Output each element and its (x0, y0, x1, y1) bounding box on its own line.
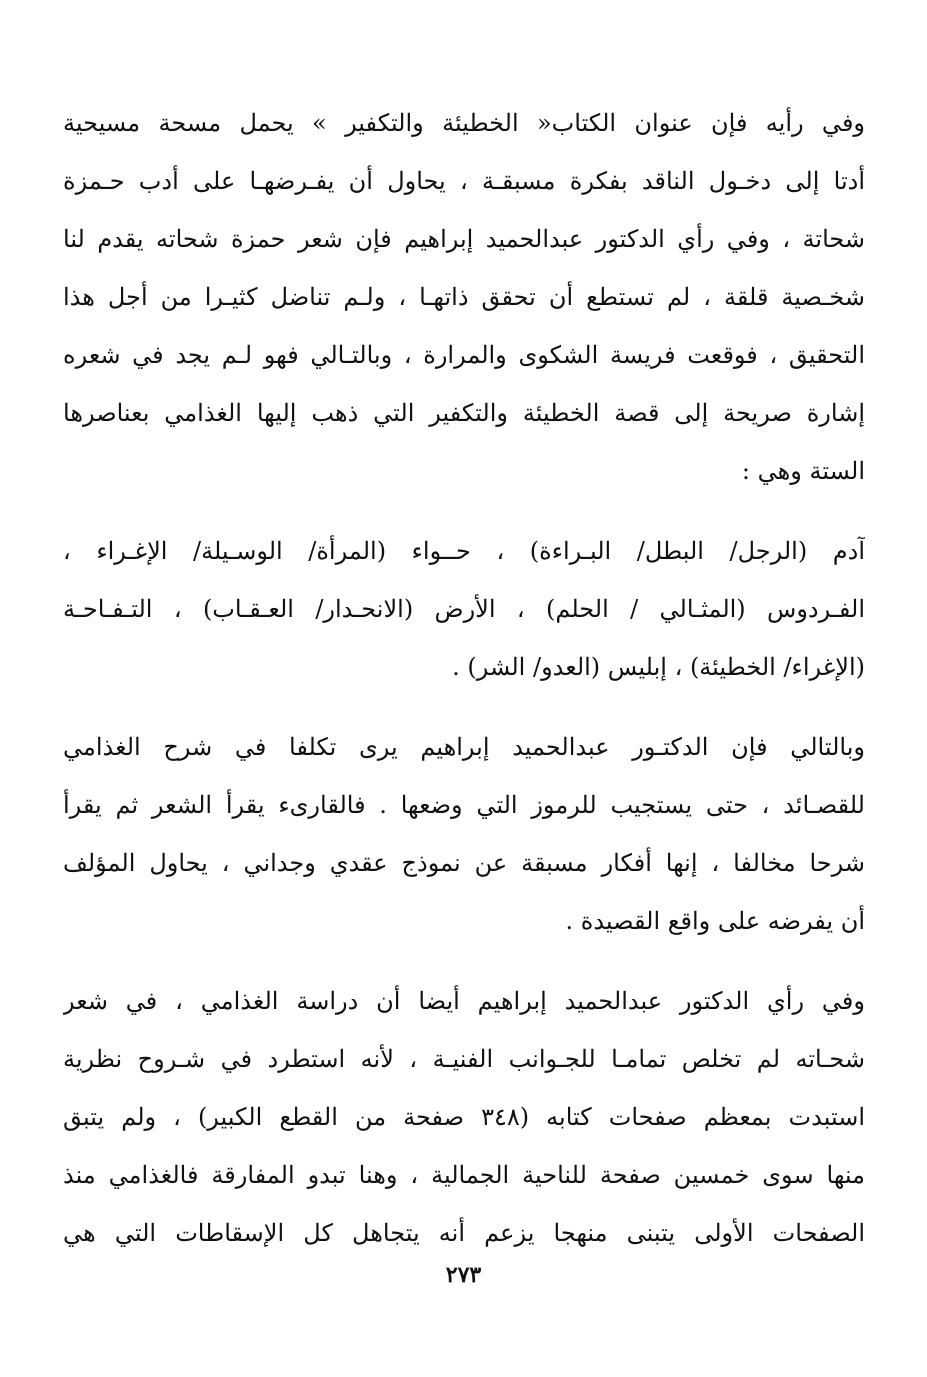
text-line: الستة وهي : (741, 457, 865, 485)
text-line: التحقيق ، فوقعت فريسة الشكوى والمرارة ، وبالتـالي فهو لـم يجد في شعره (63, 341, 865, 369)
text-line: الصفحات الأولى يتبنى منهجا يزعم أنه يتجاهل كل الإسقاطات التي هي (63, 1219, 865, 1247)
paragraph-1 (63, 94, 865, 500)
text-line: منها سوى خمسين صفحة للناحية الجمالية ، وهنا تبدو المفارقة فالغذامي منذ (63, 1161, 865, 1189)
text-line: آدم (الرجل/ البطل/ البـراءة) ، حــواء (المرأة/ الوسـيلة/ الإغـراء ، (63, 537, 865, 565)
text-line: شحـاته لم تخلص تمامـا للجـوانب الفنيـة ، لأنه استطرد في شـروح نظرية (63, 1045, 865, 1073)
page-number: ٢٧٣ (445, 1262, 482, 1288)
text-line: شحاتة ، وفي رأي الدكتور عبدالحميد إبراهيم فإن شعر حمزة شحاته يقدم لنا (63, 225, 865, 253)
text-line: إشارة صريحة إلى قصة الخطيئة والتكفير التي ذهب إليها الغذامي بعناصرها (63, 399, 865, 427)
text-line: شخـصية قلقة ، لم تستطع أن تحقق ذاتهـا ، ولـم تناضل كثيـرا من أجل هذا (63, 283, 865, 311)
text-line: وفي رأيه فإن عنوان الكتاب« الخطيئة والتكفير » يحمل مسحة مسيحية (63, 109, 865, 137)
text-line: وفي رأي الدكتور عبدالحميد إبراهيم أيضا أن دراسة الغذامي ، في شعر (63, 987, 865, 1015)
text-line: أدتا إلى دخـول الناقد بفكرة مسبقـة ، يحاول أن يفـرضهـا على أدب حـمزة (63, 167, 865, 195)
text-line: أن يفرضه على واقع القصيدة . (565, 907, 865, 935)
text-line: وبالتالي فإن الدكتـور عبدالحميد إبراهيم يرى تكلفا في شرح الغذامي (63, 733, 865, 761)
text-line: استبدت بمعظم صفحات كتابه (٣٤٨ صفحة من القطع الكبير) ، ولم يتبق (63, 1103, 865, 1131)
body-text (63, 94, 865, 1262)
paragraph-3 (63, 718, 865, 950)
text-line: شرحا مخالفا ، إنها أفكار مسبقة عن نموذج عقدي وجداني ، يحاول المؤلف (63, 849, 865, 877)
paragraph-2 (63, 522, 865, 696)
text-line: للقصـائد ، حتى يستجيب للرموز التي وضعها . فالقارىء يقرأ الشعر ثم يقرأ (63, 791, 865, 819)
text-line: الفـردوس (المثـالي / الحلم) ، الأرض (الانحـدار/ العـقـاب) ، التـفـاحـة (63, 595, 865, 623)
paragraph-4 (63, 972, 865, 1262)
text-line: (الإغراء/ الخطيئة) ، إبليس (العدو/ الشر) . (452, 653, 865, 681)
